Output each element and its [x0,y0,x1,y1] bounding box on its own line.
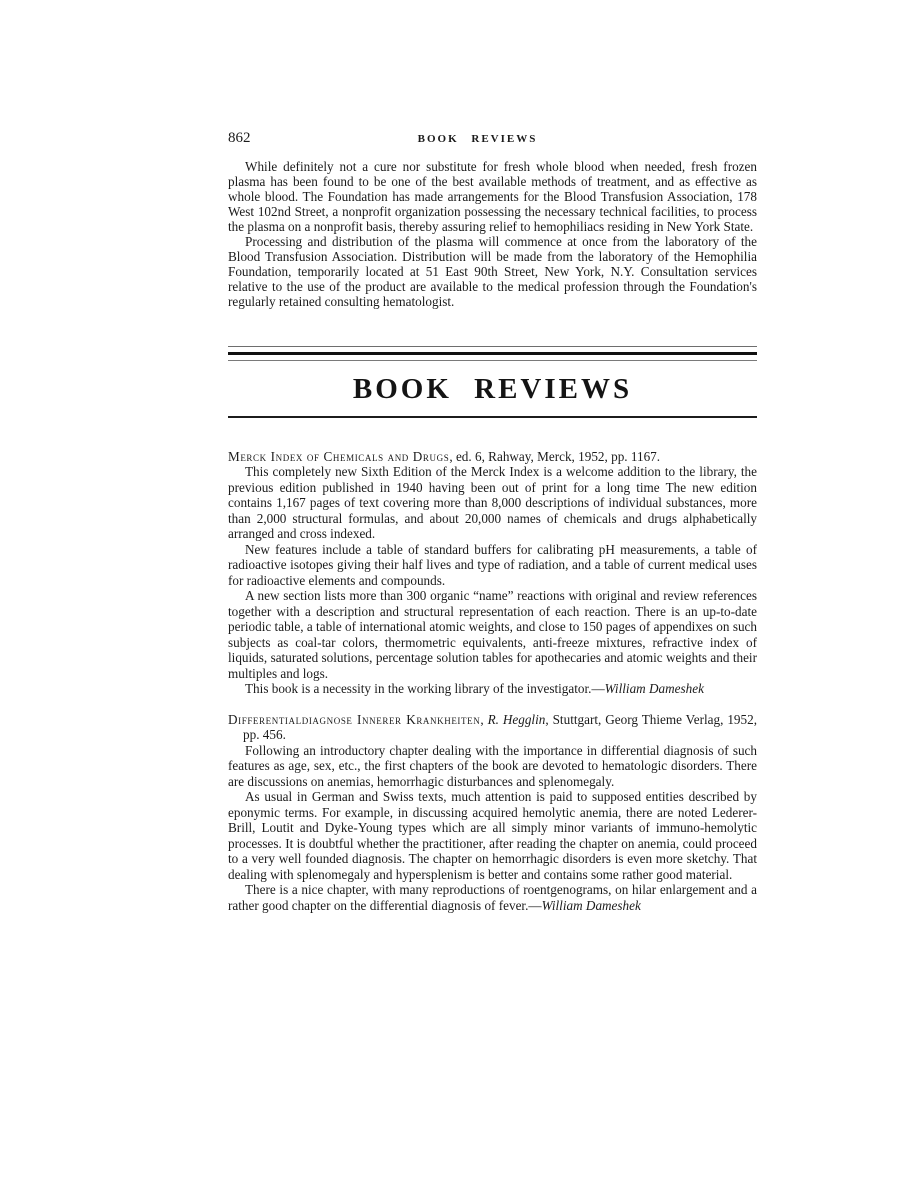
divider-rule-thick [228,352,757,355]
page-header [228,130,757,146]
citation-title: Differentialdiagnose Innerer Krankheiten [228,711,481,727]
review-paragraph: Following an introductory chapter dealing with the importance in differential diagnosis of such features as age, sex, etc., the first chapters of the book are devoted to hematologic disorders. There are discussions on anemias, hemorrhagic disturbances and splenomegaly. [228,742,757,789]
citation-title: Merck Index of Chemicals and Drugs [228,448,450,464]
section-title: BOOK REVIEWS [352,372,633,405]
citation-author: R. Hegglin [487,711,546,727]
divider-rule-thin-top [228,346,757,347]
page-number: 862 [228,130,251,146]
review-paragraph: New features include a table of standard buffers for calibrating pH measurements, a table of radioactive isotopes giving their half lives and type of radiation, and a table of current medical uses for radioactive elements and compounds. [228,541,757,588]
closing-text: This book is a necessity in the working library of the investigator.— [245,681,605,696]
book-review-differentialdiagnose [228,712,757,914]
citation-rest: , Stuttgart, Georg Thieme Verlag, 1952, pp. 456. [243,711,758,742]
review-citation [228,449,757,465]
section-divider [228,346,757,418]
book-review-merck-index [228,449,757,697]
reviewer-signature: William Dameshek [541,897,641,913]
divider-rule-under-title [228,416,757,418]
reviewer-signature: William Dameshek [604,681,704,696]
divider-rule-thin-bottom [228,360,757,361]
intro-paragraph-2: Processing and distribution of the plasma will commence at once from the laboratory of the Blood Transfusion Association. Distribution will be made from the laboratory of the Hemophilia Foundation, temporarily located at 51 East 90th Street, New York, N.Y. Consultation services relative to the use of the product are available to the medical profession through the Foundation's regularly retained consulting hematologist. [228,234,757,309]
intro-paragraph-1: While definitely not a cure nor substitute for fresh whole blood when needed, fresh frozen plasma has been found to be one of the best available methods of treatment, and as effective as whole blood. The Foundation has made arrangements for the Blood Transfusion Association, 178 West 102nd Street, a nonprofit organization possessing the necessary technical facilities, to process the plasma on a nonprofit basis, thereby assuring relief to hemophiliacs residing in New York State. [228,159,757,234]
citation-separator: , [480,711,488,727]
review-closing-paragraph [228,681,757,697]
review-paragraph: As usual in German and Swiss texts, much attention is paid to supposed entities described by eponymic terms. For example, in discussing acquired hemolytic anemia, there are noted Lederer-Brill, Loutit and Dyke-Young types which are all simply minor variants of immuno-hemolytic processes. It is doubtful whether the practitioner, after reading the chapter on anemia, could proceed to a very well founded diagnosis. The chapter on hemorrhagic disorders is even more sketchy. That dealing with splenomegaly and hypersplenism is better and contains some rather good material. [228,789,757,882]
review-paragraph: A new section lists more than 300 organic “name” reactions with original and review references together with a description and structural representation of each reaction. There is an up-to-date periodic table, a table of international atomic weights, and close to 150 pages of appendixes on such subjects as coal-tar colors, thermometric equivalents, anti-freeze mixtures, refractive index of liquids, saturated solutions, percentage solution tables for apothecaries and atomic weights and their multiples and logs. [228,588,757,681]
text-block [228,130,757,913]
closing-text: There is a nice chapter, with many reproductions of roentgenograms, on hilar enlargement and a rather good chapter on the differential diagnosis of fever.— [228,882,757,913]
review-closing-paragraph [228,882,757,913]
review-citation [228,712,757,743]
running-head: BOOK REVIEWS [417,133,538,145]
review-paragraph: This completely new Sixth Edition of the Merck Index is a welcome addition to the library, the previous edition published in 1940 having been out of print for a long time The new edition contains 1,167 pages of text covering more than 8,000 descriptions of individual substances, more than 2,000 structural formulas, and about 20,000 names of chemicals and drugs alphabetically arranged and cross indexed. [228,464,757,541]
citation-rest: , ed. 6, Rahway, Merck, 1952, pp. 1167. [449,448,661,464]
